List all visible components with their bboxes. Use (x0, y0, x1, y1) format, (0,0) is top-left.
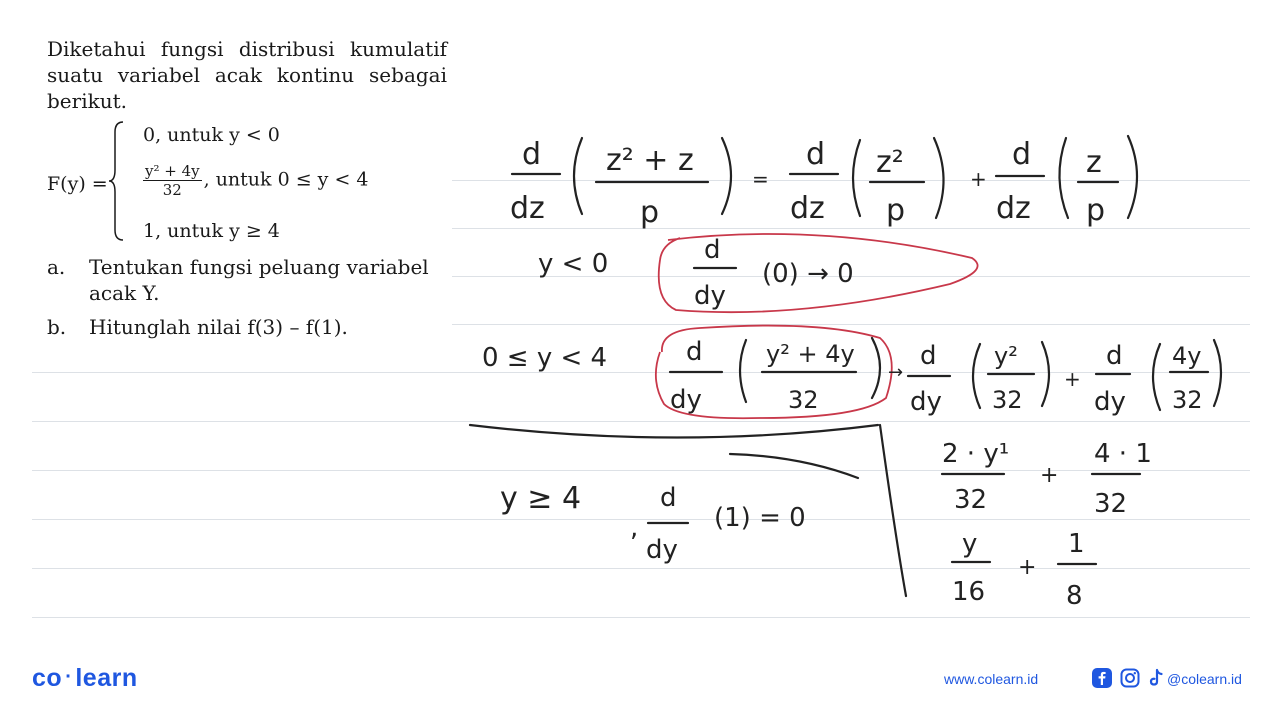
facebook-icon[interactable] (1092, 668, 1112, 688)
hw-z2z: z² + z (606, 143, 694, 178)
hw-z2: z² (876, 145, 904, 180)
hw-d: d (1012, 137, 1032, 172)
hw-plus: + (1064, 367, 1081, 391)
hw-frac-num: 1 (1068, 529, 1085, 559)
hw-d: d (704, 235, 721, 265)
hw-result-1: (0) → 0 (762, 259, 854, 289)
hw-p: p (640, 195, 660, 230)
case-3: 1, untuk y ≥ 4 (143, 220, 280, 242)
hw-frac-den: 32 (954, 485, 988, 515)
hw-frac-num: 4 · 1 (1094, 439, 1152, 469)
website-link[interactable]: www.colearn.id (944, 671, 1039, 687)
hw-frac-num: 2 · y¹ (942, 439, 1010, 469)
hw-dy: dy (646, 535, 678, 565)
hw-plus: + (970, 167, 987, 191)
hw-condition-1: y < 0 (538, 249, 609, 279)
instagram-icon[interactable] (1120, 668, 1140, 688)
hw-dy: dy (910, 387, 942, 417)
hw-p: p (1086, 193, 1106, 228)
logo-dot: · (65, 666, 73, 688)
hw-y2: y² (994, 342, 1018, 370)
hw-4y: 4y (1172, 342, 1202, 370)
question-text: Tentukan fungsi peluang variabel acak Y. (89, 255, 429, 305)
case-2-numerator: y² + 4y (145, 162, 200, 180)
case-2-denominator: 32 (162, 181, 182, 199)
hw-frac-num: y (962, 529, 978, 559)
hw-dz: dz (510, 191, 545, 226)
hw-d: d (920, 341, 937, 371)
hw-z: z (1086, 145, 1102, 180)
hw-frac-den: 16 (952, 577, 986, 607)
hw-denominator: 32 (992, 386, 1023, 414)
colearn-logo (32, 664, 138, 693)
hw-condition-2: 0 ≤ y < 4 (482, 343, 608, 373)
hw-frac-den: 8 (1066, 581, 1083, 611)
hw-comma: , (630, 513, 639, 543)
hw-dz: dz (996, 191, 1031, 226)
social-handle[interactable]: @colearn.id (1167, 671, 1242, 687)
hw-frac-den: 32 (1094, 489, 1128, 519)
hw-d: d (806, 137, 826, 172)
hw-arrow: → (888, 362, 904, 383)
hw-d: d (1106, 341, 1123, 371)
function-name: F(y) = (47, 173, 108, 195)
hw-dz: dz (790, 191, 825, 226)
hw-dy: dy (670, 385, 702, 415)
question-label: b. (47, 315, 67, 339)
hw-condition-3: y ≥ 4 (500, 481, 582, 516)
hw-p: p (886, 193, 906, 228)
hw-d: d (522, 137, 542, 172)
tiktok-icon[interactable] (1146, 668, 1166, 688)
hw-d: d (686, 337, 703, 367)
hw-dy: dy (1094, 387, 1126, 417)
hw-dy: dy (694, 281, 726, 311)
hw-plus: + (1040, 463, 1059, 488)
hw-result-3: (1) = 0 (714, 503, 806, 533)
hw-denominator: 32 (1172, 386, 1203, 414)
question-text: Hitunglah nilai f(3) – f(1). (89, 315, 348, 339)
logo-right: learn (75, 664, 138, 692)
hw-d: d (660, 483, 677, 513)
hw-denominator: 32 (788, 386, 819, 414)
hw-numerator: y² + 4y (766, 340, 855, 368)
question-label: a. (47, 255, 66, 279)
case-2-condition: , untuk 0 ≤ y < 4 (203, 168, 369, 191)
hw-plus: + (1018, 555, 1037, 580)
problem-intro: Diketahui fungsi distribusi kumulatif suatu variabel acak kontinu sebagai berikut. (47, 37, 447, 113)
case-1: 0, untuk y < 0 (143, 124, 280, 146)
hw-equals: = (752, 167, 769, 191)
logo-left: co (32, 664, 63, 692)
